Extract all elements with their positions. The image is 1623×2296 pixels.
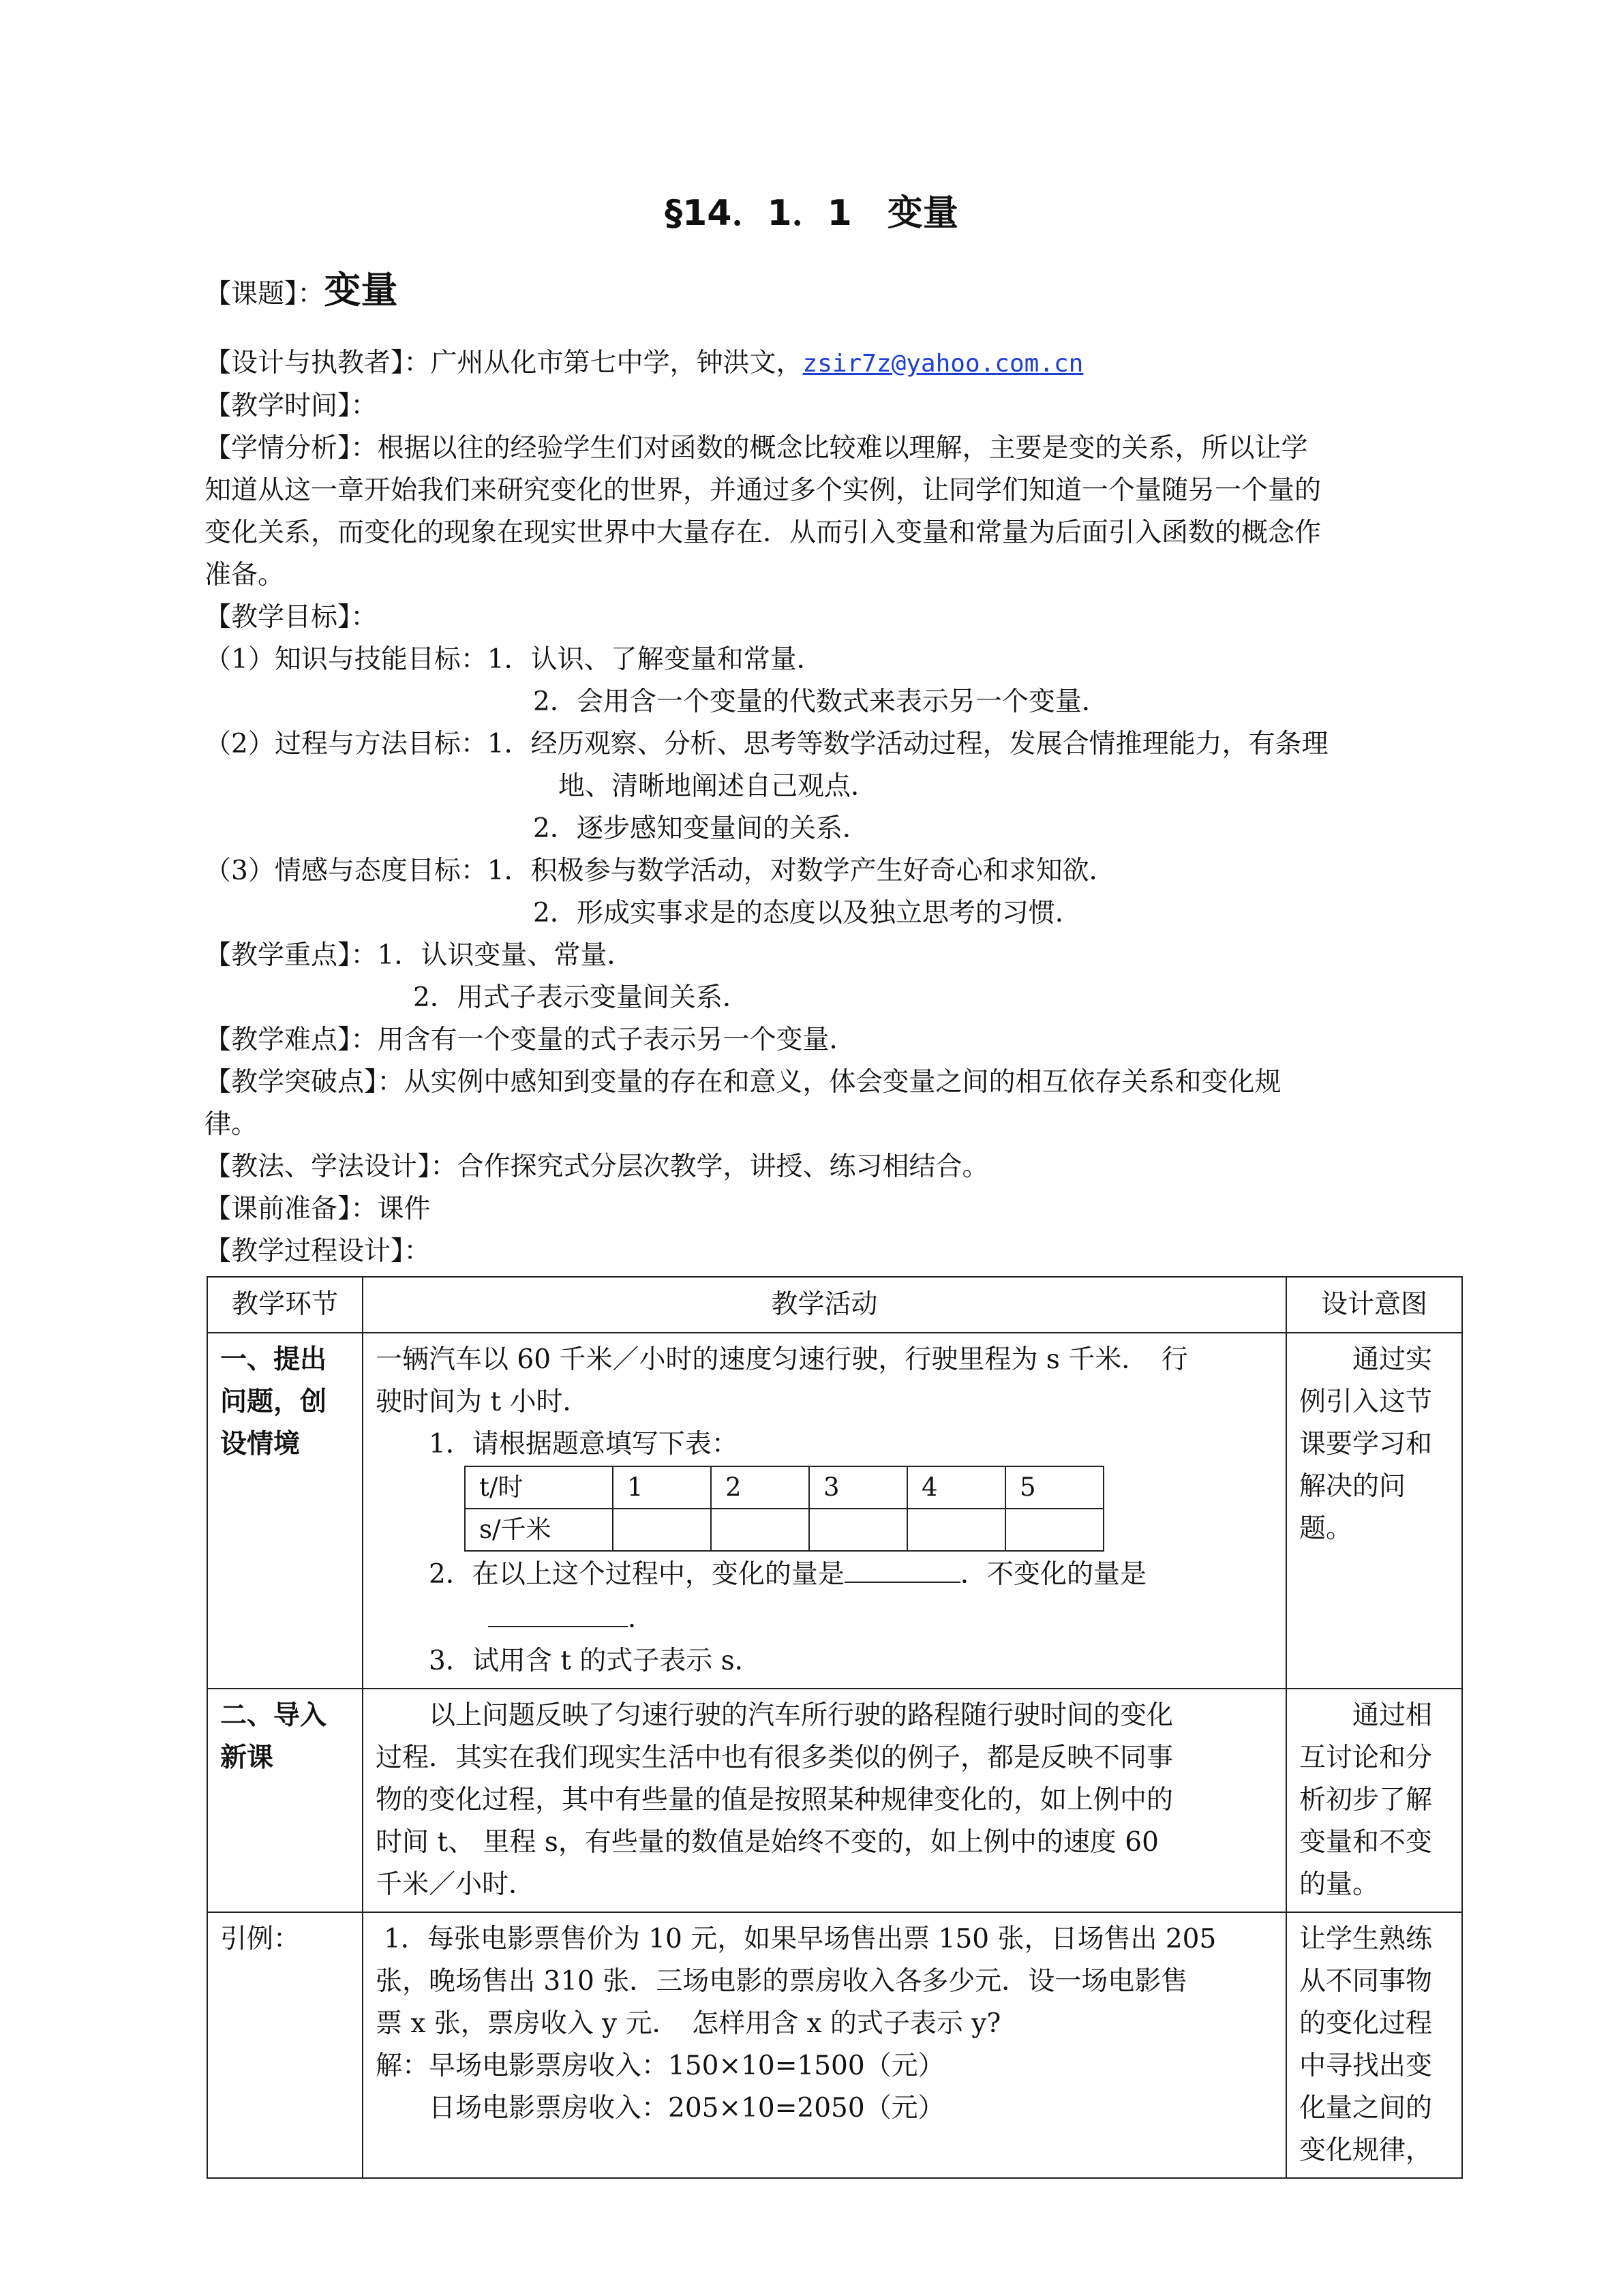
objective-item: 2．形成实事求是的态度以及独立思考的习惯． (533, 898, 1082, 928)
analysis-section (204, 427, 1459, 596)
fill-cell: 4 (907, 1466, 1005, 1509)
teaching-process-table (207, 1276, 1463, 2179)
difficulty-value: 用含有一个变量的式子表示另一个变量． (377, 1025, 856, 1055)
table-header: 教学活动 (363, 1277, 1286, 1333)
blank-cell (809, 1509, 907, 1551)
lesson-value: 变量 (324, 269, 398, 312)
fill-cell: t/时 (465, 1466, 613, 1509)
lesson-topic (204, 269, 1459, 316)
process-label: 【教学过程设计】： (204, 1236, 431, 1267)
table-row (207, 1689, 1462, 1912)
activity-line: 张，晚场售出 310 张．三场电影的票房收入各多少元．设一场电影售 (376, 1966, 1188, 1997)
objective-item: 1．认识、了解变量和常量． (487, 644, 823, 675)
objective-item: 1．经历观察、分析、思考等数学活动过程，发展合情推理能力，有条理 (487, 729, 1329, 759)
email-link[interactable]: zsir7z@yahoo.com.cn (802, 350, 1084, 378)
activity-line: 驶时间为 t 小时． (376, 1387, 590, 1417)
objectives-label: 【教学目标】： (204, 602, 378, 633)
activity-cell (363, 1912, 1286, 2178)
analysis-line: 根据以往的经验学生们对函数的概念比较难以理解，主要是变的关系，所以让学 (377, 433, 1308, 464)
breakthrough (204, 1061, 1459, 1104)
analysis-label: 【学情分析】： (204, 433, 378, 464)
key-point-item: 2．用式子表示变量间关系． (413, 982, 749, 1013)
objective-group-2 (204, 723, 1459, 766)
stage-cell: 引例： (207, 1912, 363, 2178)
stage-cell: 二、导入新课 (207, 1689, 363, 1912)
objective-group-label: （2）过程与方法目标： (204, 729, 487, 759)
designer-line (204, 342, 1459, 385)
page-title: §14．1．1 变量 (665, 193, 958, 234)
table-header: 设计意图 (1286, 1277, 1462, 1333)
designer-value: 广州从化市第七中学，钟洪文， (430, 348, 803, 378)
key-points (204, 935, 1459, 977)
fill-cell: s/千米 (465, 1509, 613, 1551)
answer-blank (488, 1596, 628, 1627)
objective-item: 2．逐步感知变量间的关系． (533, 813, 869, 844)
objective-group-1 (204, 639, 1459, 681)
intent-cell: 让学生熟练从不同事物的变化过程中寻找出变化量之间的变化规律， (1286, 1912, 1462, 2178)
activity-line: 一辆汽车以 60 千米／小时的速度匀速行驶，行驶里程为 s 千米． 行 (376, 1344, 1188, 1375)
question-text: ． (628, 1603, 655, 1634)
activity-line: 千米／小时． (376, 1869, 536, 1900)
activity-cell (363, 1333, 1286, 1689)
blank-cell (711, 1509, 809, 1551)
difficulty (204, 1019, 1459, 1061)
question-2 (376, 1552, 1273, 1596)
blank-cell (1005, 1509, 1104, 1551)
solution-line: 日场电影票房收入：205×10=2050（元） (429, 2093, 945, 2124)
activity-line: 以上问题反映了匀速行驶的汽车所行驶的路程随行驶时间的变化 (429, 1700, 1174, 1731)
fill-cell: 1 (613, 1466, 711, 1509)
question-1: 1．请根据题意填写下表： (429, 1429, 738, 1460)
fill-cell: 3 (809, 1466, 907, 1509)
stage-cell: 一、提出问题，创设情境 (207, 1333, 363, 1689)
activity-line: 物的变化过程，其中有些量的值是按照某种规律变化的，如上例中的 (376, 1785, 1174, 1815)
objective-item: 1．积极参与数学活动，对数学产生好奇心和求知欲． (487, 856, 1116, 886)
key-points-label: 【教学重点】： (204, 940, 378, 971)
table-header-row (207, 1277, 1462, 1333)
objective-item: 2．会用含一个变量的代数式来表示另一个变量． (533, 686, 1108, 717)
analysis-line: 变化关系，而变化的现象在现实世界中大量存在．从而引入变量和常量为后面引入函数的概念作 (204, 517, 1322, 548)
table-header: 教学环节 (207, 1277, 363, 1333)
method-value: 合作探究式分层次教学，讲授、练习相结合。 (457, 1151, 989, 1182)
prep-label: 【课前准备】： (204, 1194, 378, 1224)
method (204, 1146, 1459, 1188)
lesson-label: 【课题】： (204, 279, 324, 309)
question-3: 3．试用含 t 的式子表示 s． (429, 1646, 761, 1676)
intent-cell: 通过相互讨论和分析初步了解变量和不变的量。 (1286, 1689, 1462, 1912)
designer-label: 【设计与执教者】： (204, 348, 431, 378)
objective-item: 地、清晰地阐述自己观点． (558, 771, 878, 802)
question-text: ．不变化的量是 (960, 1559, 1147, 1590)
activity-line: 1．每张电影票售价为 10 元，如果早场售出票 150 张，日场售出 205 (384, 1924, 1217, 1954)
question-2-cont (376, 1596, 1273, 1640)
lesson-plan-info (204, 342, 1459, 1273)
activity-line: 过程．其实在我们现实生活中也有很多类似的例子，都是反映不同事 (376, 1742, 1174, 1773)
fill-row-time (465, 1466, 1104, 1509)
objective-group-3 (204, 850, 1459, 892)
prep (204, 1188, 1459, 1230)
solution-line: 解：早场电影票房收入：150×10=1500（元） (376, 2051, 945, 2081)
blank-cell (907, 1509, 1005, 1551)
activity-cell (363, 1689, 1286, 1912)
breakthrough-line: 从实例中感知到变量的存在和意义，体会变量之间的相互依存关系和变化规 (404, 1067, 1281, 1098)
answer-blank (845, 1552, 960, 1583)
table-row (207, 1333, 1462, 1689)
activity-line: 时间 t、 里程 s，有些量的数值是始终不变的，如上例中的速度 60 (376, 1827, 1159, 1858)
difficulty-label: 【教学难点】： (204, 1025, 378, 1055)
key-point-item: 1．认识变量、常量． (377, 940, 634, 971)
objective-group-label: （3）情感与态度目标： (204, 856, 487, 886)
question-text: 2．在以上这个过程中，变化的量是 (429, 1559, 845, 1590)
activity-line: 票 x 张，票房收入 y 元． 怎样用含 x 的式子表示 y? (376, 2008, 1001, 2039)
objective-group-label: （1）知识与技能目标： (204, 644, 487, 675)
breakthrough-label: 【教学突破点】： (204, 1067, 404, 1098)
fill-row-distance (465, 1509, 1104, 1551)
prep-value: 课件 (377, 1194, 431, 1224)
fill-cell: 2 (711, 1466, 809, 1509)
fill-in-table (464, 1466, 1104, 1552)
analysis-line: 准备。 (204, 560, 285, 590)
analysis-line: 知道从这一章开始我们来研究变化的世界，并通过多个实例，让同学们知道一个量随另一个量的 (204, 475, 1322, 506)
blank-cell (613, 1509, 711, 1551)
fill-cell: 5 (1005, 1466, 1104, 1509)
method-label: 【教法、学法设计】： (204, 1151, 457, 1182)
breakthrough-line: 律。 (204, 1109, 258, 1140)
table-row (207, 1912, 1462, 2178)
intent-cell: 通过实例引入这节课要学习和解决的问题。 (1286, 1333, 1462, 1689)
teaching-time: 【教学时间】： (204, 391, 378, 421)
